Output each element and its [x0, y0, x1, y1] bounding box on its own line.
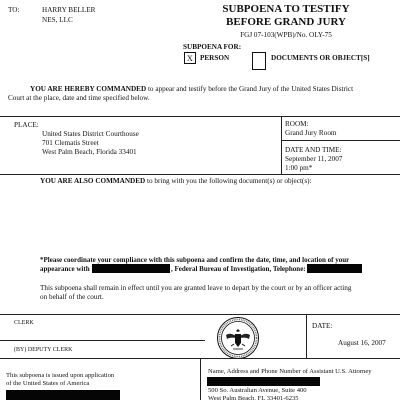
attorney-address-line1: 500 So. Australian Avenue, Suite 400 [208, 387, 307, 394]
remain-line1: This subpoena shall remain in effect until you are granted leave to depart by the court or by an officer acting [40, 284, 352, 292]
redacted-agent-name [92, 264, 170, 273]
command-line2: Court at the place, date and time specified below. [8, 94, 150, 102]
appearance-date: September 11, 2007 [285, 155, 343, 163]
issue-date-value: August 16, 2007 [338, 339, 386, 347]
subpoena-for-label: SUBPOENA FOR: [183, 43, 242, 51]
coordinate-line2-start: appearance with [40, 265, 90, 273]
coordinate-line2-mid: , Federal Bureau of Investigation, Telephone: [171, 265, 306, 273]
also-commanded-bold: YOU ARE ALSO COMMANDED [40, 177, 146, 185]
also-commanded-rest: to bring with you the following document(s) or object(s): [145, 177, 312, 185]
room-label: ROOM: [285, 120, 309, 128]
coordinate-line1: *Please coordinate your compliance with this subpoena and confirm the date, time, and location of your [40, 256, 350, 264]
documents-checkbox[interactable] [252, 52, 266, 70]
recipient-name: HARRY BELLER [42, 6, 96, 14]
court-seal-graphic [216, 316, 260, 360]
attorney-address-line2: West Palm Beach, FL 33401-6235 [208, 395, 299, 400]
case-number: FGJ 07-103(WPB)/No. OLY-75 [240, 31, 332, 39]
place-line1: United States District Courthouse [42, 130, 139, 138]
recipient-company: NES, LLC [42, 16, 73, 24]
issue-date-label: DATE: [312, 322, 333, 330]
deputy-clerk-label: (BY) DEPUTY CLERK [14, 347, 73, 353]
also-commanded-line [40, 177, 312, 185]
datetime-label: DATE AND TIME: [285, 146, 342, 154]
to-label: TO: [8, 6, 20, 14]
clerk-label: CLERK [14, 320, 34, 326]
redacted-applicant [6, 390, 120, 400]
document-title-line2: BEFORE GRAND JURY [225, 16, 346, 28]
place-label: PLACE: [14, 121, 39, 129]
place-line3: West Palm Beach, Florida 33401 [42, 148, 137, 156]
person-check-mark: X [187, 54, 193, 63]
person-checkbox[interactable] [184, 52, 196, 64]
attorney-label: Name, Address and Phone Number of Assistant U.S. Attorney [208, 368, 372, 375]
command-line1 [30, 85, 353, 93]
redacted-attorney-name [207, 377, 320, 386]
appearance-time: 1:00 pm* [285, 164, 313, 172]
documents-option-label: DOCUMENTS OR OBJECT[S] [271, 54, 370, 62]
remain-line2: on behalf of the court. [40, 293, 104, 301]
redacted-phone [307, 264, 362, 273]
room-value: Grand Jury Room [285, 129, 337, 137]
court-seal [216, 316, 260, 360]
command-bold: YOU ARE HEREBY COMMANDED [30, 85, 147, 93]
place-line2: 701 Clematis Street [42, 139, 99, 147]
issued-line2: of the United States of America [6, 380, 90, 387]
issued-line1: This subpoena is issued upon application [6, 372, 115, 379]
command-rest: to appear and testify before the Grand Jury of the United States District [146, 85, 354, 93]
document-title-line1: SUBPOENA TO TESTIFY [222, 3, 350, 15]
person-option-label: PERSON [200, 54, 230, 62]
